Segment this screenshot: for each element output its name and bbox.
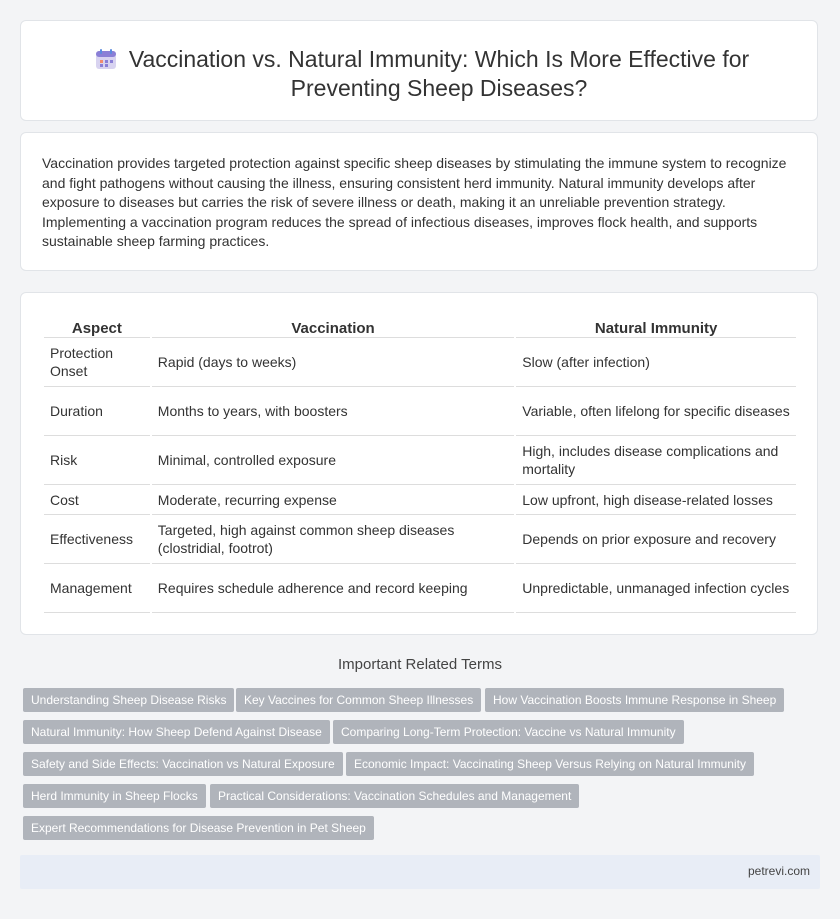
related-term-tag[interactable]: Economic Impact: Vaccinating Sheep Versus Relying on Natural Immunity — [346, 752, 754, 776]
table-cell: Low upfront, high disease-related losses — [516, 485, 796, 515]
header-natural-immunity: Natural Immunity — [516, 317, 796, 338]
table-cell: Effectiveness — [44, 515, 150, 564]
table-row — [44, 387, 796, 436]
table-cell: Requires schedule adherence and record keeping — [152, 564, 514, 613]
intro-card — [20, 132, 818, 271]
table-cell: Management — [44, 564, 150, 613]
related-term-tag[interactable]: Key Vaccines for Common Sheep Illnesses — [236, 688, 481, 712]
related-term-tag[interactable]: Herd Immunity in Sheep Flocks — [23, 784, 206, 808]
table-row — [44, 338, 796, 387]
table-cell: Risk — [44, 436, 150, 485]
table-cell: Months to years, with boosters — [152, 387, 514, 436]
table-header-row — [44, 317, 796, 338]
table-row — [44, 515, 796, 564]
table-row — [44, 564, 796, 613]
related-term-tag[interactable]: Expert Recommendations for Disease Prevention in Pet Sheep — [23, 816, 374, 840]
footer — [20, 855, 820, 889]
table-cell: Protection Onset — [44, 338, 150, 387]
table-cell: Cost — [44, 485, 150, 515]
table-cell: Moderate, recurring expense — [152, 485, 514, 515]
header-aspect: Aspect — [44, 317, 150, 338]
related-term-tag[interactable]: How Vaccination Boosts Immune Response in Sheep — [485, 688, 784, 712]
table-cell: Duration — [44, 387, 150, 436]
table-cell: Unpredictable, unmanaged infection cycles — [516, 564, 796, 613]
table-cell: High, includes disease complications and mortality — [516, 436, 796, 485]
table-cell: Targeted, high against common sheep diseases (clostridial, footrot) — [152, 515, 514, 564]
table-cell: Minimal, controlled exposure — [152, 436, 514, 485]
related-term-tag[interactable]: Safety and Side Effects: Vaccination vs Natural Exposure — [23, 752, 343, 776]
table-cell: Rapid (days to weeks) — [152, 338, 514, 387]
intro-paragraph: Vaccination provides targeted protection against specific sheep diseases by stimulating the immune system to recognize and fight pathogens without causing the illness, ensuring consistent herd immunity. Natural immunity develops after exposure to diseases but carries the risk of severe illness or death, making it an unreliable prevention strategy. Implementing a vaccination program reduces the spread of infectious diseases, improves flock health, and supports sustainable sheep farming practices. — [42, 155, 787, 250]
table-cell: Slow (after infection) — [516, 338, 796, 387]
title-card — [20, 20, 818, 121]
related-term-tag[interactable]: Comparing Long-Term Protection: Vaccine vs Natural Immunity — [333, 720, 684, 744]
related-term-tag[interactable]: Natural Immunity: How Sheep Defend Against Disease — [23, 720, 330, 744]
table-row — [44, 436, 796, 485]
comparison-table — [42, 317, 798, 613]
related-term-tag[interactable]: Practical Considerations: Vaccination Schedules and Management — [210, 784, 579, 808]
related-terms-title: Important Related Terms — [338, 656, 502, 673]
header-vaccination: Vaccination — [152, 317, 514, 338]
table-cell: Variable, often lifelong for specific diseases — [516, 387, 796, 436]
table-cell: Depends on prior exposure and recovery — [516, 515, 796, 564]
page-title: Vaccination vs. Natural Immunity: Which Is More Effective for Preventing Sheep Diseases? — [128, 46, 750, 101]
related-term-tag[interactable]: Understanding Sheep Disease Risks — [23, 688, 234, 712]
footer-site-link[interactable]: petrevi.com — [747, 864, 810, 878]
table-row — [44, 485, 796, 515]
comparison-table-card — [20, 292, 818, 635]
